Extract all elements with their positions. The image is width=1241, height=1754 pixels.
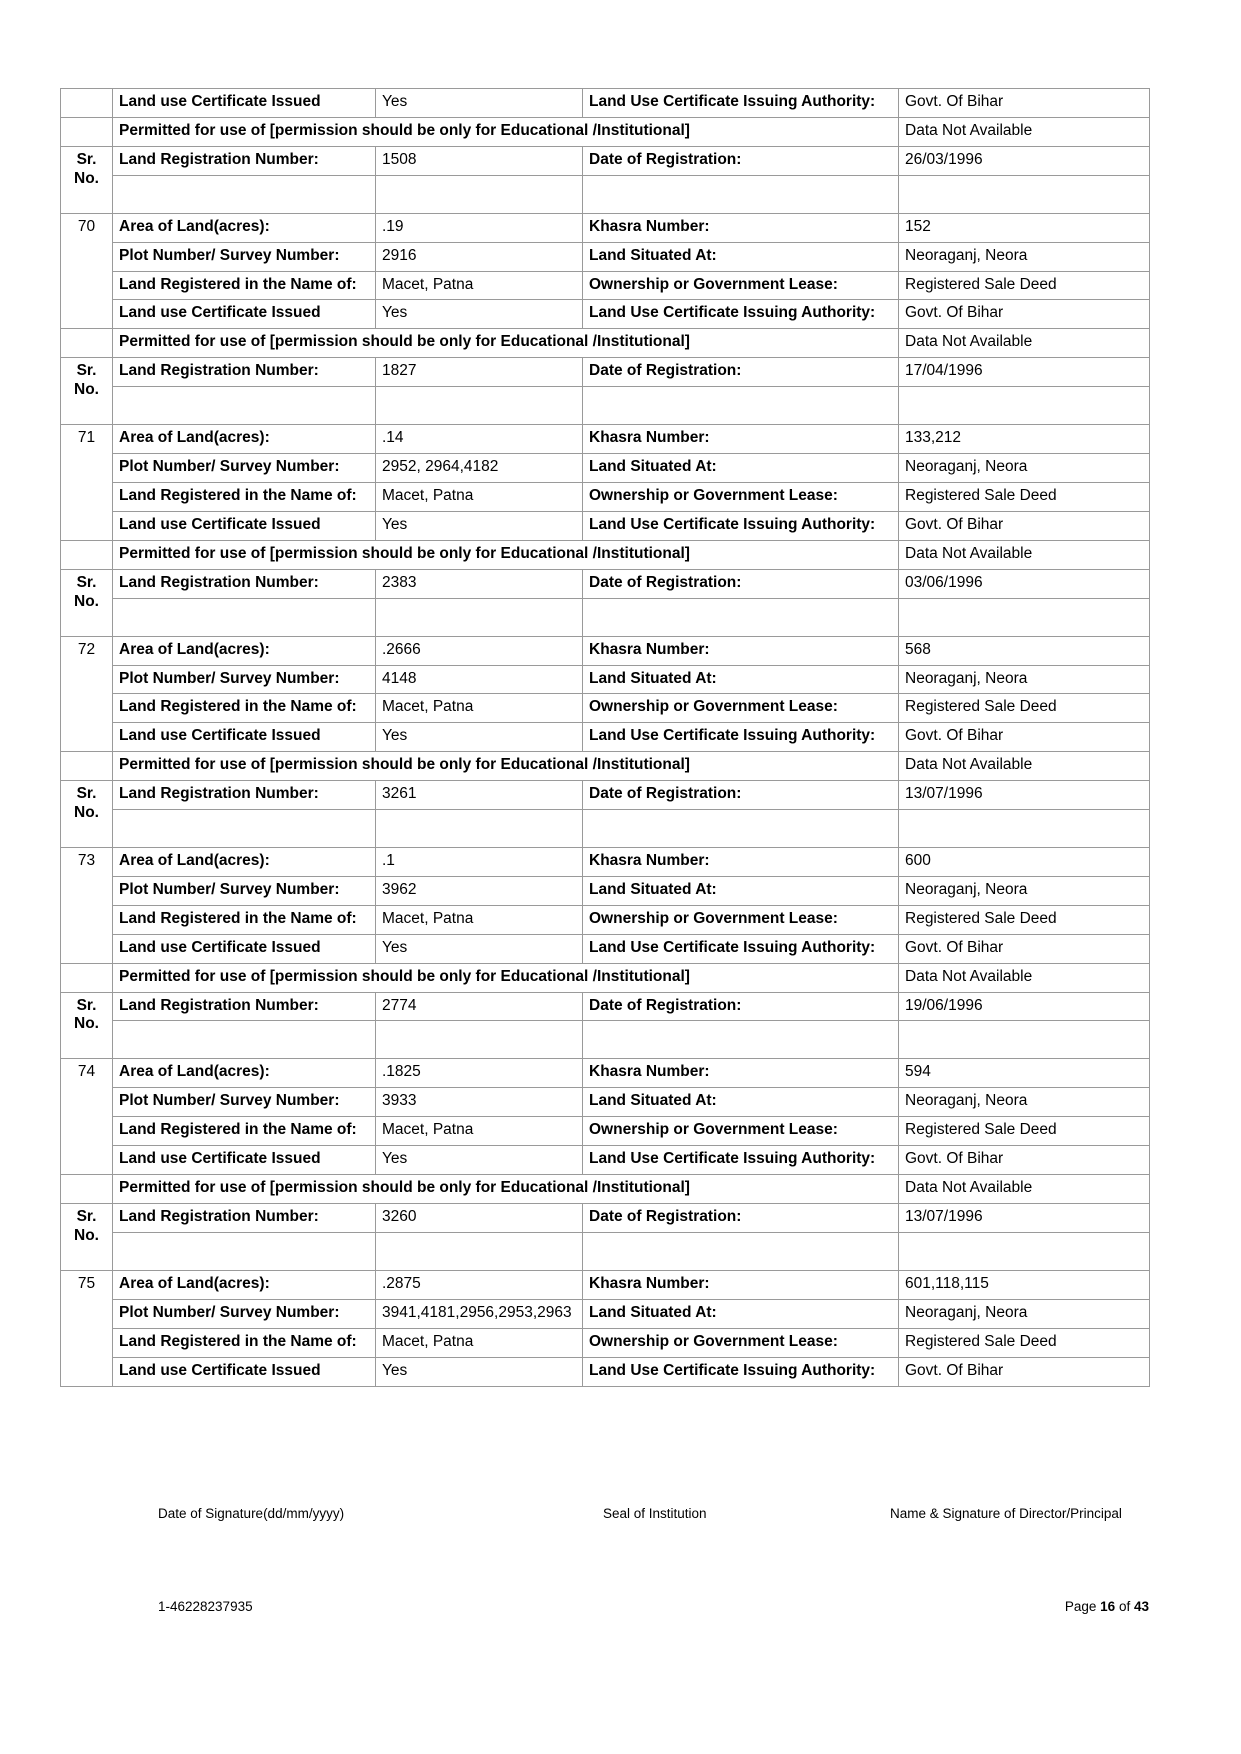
value-land-registered-name: Macet, Patna (376, 1328, 583, 1357)
land-records-body (61, 89, 1150, 1387)
label-land-registered-name: Land Registered in the Name of: (113, 1117, 376, 1146)
sr-no-value: 71 (61, 425, 113, 541)
value-permitted-for-use: Data Not Available (899, 540, 1150, 569)
seal-of-institution-label: Seal of Institution (603, 1506, 707, 1521)
label-ownership-lease: Ownership or Government Lease: (583, 694, 899, 723)
value-date-of-registration: 13/07/1996 (899, 781, 1150, 810)
sr-no-line2: No. (74, 804, 99, 822)
spacer-cell (583, 175, 899, 213)
value-date-of-registration: 19/06/1996 (899, 992, 1150, 1021)
sr-no-header-cell (61, 358, 113, 425)
spacer-cell (583, 1232, 899, 1270)
table-row-spacer (61, 598, 1150, 636)
label-plot-number: Plot Number/ Survey Number: (113, 1299, 376, 1328)
label-plot-number: Plot Number/ Survey Number: (113, 242, 376, 271)
value-land-registered-name: Macet, Patna (376, 482, 583, 511)
table-row (61, 876, 1150, 905)
value-ownership-lease: Registered Sale Deed (899, 694, 1150, 723)
value-plot-number: 2952, 2964,4182 (376, 454, 583, 483)
table-row (61, 1088, 1150, 1117)
spacer-cell (113, 1232, 376, 1270)
sr-no-header-cell (61, 1204, 113, 1271)
table-row (61, 1059, 1150, 1088)
value-land-registration-number: 2383 (376, 569, 583, 598)
value-area-of-land: .2666 (376, 636, 583, 665)
sr-no-value: 74 (61, 1059, 113, 1175)
spacer-cell (583, 810, 899, 848)
table-row (61, 117, 1150, 146)
spacer-cell (899, 387, 1150, 425)
label-land-situated-at: Land Situated At: (583, 876, 899, 905)
value-land-use-certificate-issued: Yes (376, 89, 583, 118)
value-land-registration-number: 3260 (376, 1204, 583, 1233)
value-land-situated-at: Neoraganj, Neora (899, 876, 1150, 905)
page-number (1065, 1599, 1149, 1614)
table-row-spacer (61, 175, 1150, 213)
value-khasra-number: 152 (899, 213, 1150, 242)
label-land-use-certificate-issuing-authority: Land Use Certificate Issuing Authority: (583, 934, 899, 963)
spacer-cell (113, 598, 376, 636)
label-khasra-number: Khasra Number: (583, 848, 899, 877)
label-plot-number: Plot Number/ Survey Number: (113, 876, 376, 905)
label-land-registered-name: Land Registered in the Name of: (113, 271, 376, 300)
table-row (61, 89, 1150, 118)
label-permitted-for-use: Permitted for use of [permission should be only for Educational /Institutional] (113, 963, 899, 992)
label-land-registration-number: Land Registration Number: (113, 992, 376, 1021)
label-khasra-number: Khasra Number: (583, 213, 899, 242)
label-date-of-registration: Date of Registration: (583, 358, 899, 387)
label-area-of-land: Area of Land(acres): (113, 636, 376, 665)
label-land-registration-number: Land Registration Number: (113, 1204, 376, 1233)
table-row (61, 781, 1150, 810)
label-land-registered-name: Land Registered in the Name of: (113, 1328, 376, 1357)
value-khasra-number: 601,118,115 (899, 1270, 1150, 1299)
table-row (61, 1299, 1150, 1328)
name-signature-director-label: Name & Signature of Director/Principal (890, 1506, 1122, 1521)
value-land-situated-at: Neoraganj, Neora (899, 454, 1150, 483)
spacer-cell (899, 1021, 1150, 1059)
label-land-use-certificate-issued: Land use Certificate Issued (113, 1146, 376, 1175)
label-land-use-certificate-issued: Land use Certificate Issued (113, 934, 376, 963)
label-permitted-for-use: Permitted for use of [permission should be only for Educational /Institutional] (113, 752, 899, 781)
value-area-of-land: .14 (376, 425, 583, 454)
value-land-registered-name: Macet, Patna (376, 694, 583, 723)
spacer-cell (376, 598, 583, 636)
value-land-use-certificate-issued: Yes (376, 934, 583, 963)
value-permitted-for-use: Data Not Available (899, 329, 1150, 358)
value-permitted-for-use: Data Not Available (899, 963, 1150, 992)
label-land-registration-number: Land Registration Number: (113, 781, 376, 810)
value-date-of-registration: 03/06/1996 (899, 569, 1150, 598)
label-area-of-land: Area of Land(acres): (113, 213, 376, 242)
value-land-use-certificate-issuing-authority: Govt. Of Bihar (899, 723, 1150, 752)
value-land-situated-at: Neoraganj, Neora (899, 1299, 1150, 1328)
sr-no-cell-empty (61, 1175, 113, 1204)
label-land-registration-number: Land Registration Number: (113, 146, 376, 175)
value-khasra-number: 133,212 (899, 425, 1150, 454)
spacer-cell (113, 1021, 376, 1059)
sr-no-line2: No. (74, 1015, 99, 1033)
value-land-registered-name: Macet, Patna (376, 271, 583, 300)
label-land-use-certificate-issuing-authority: Land Use Certificate Issuing Authority: (583, 1357, 899, 1386)
label-land-use-certificate-issued: Land use Certificate Issued (113, 89, 376, 118)
table-row (61, 1328, 1150, 1357)
value-land-use-certificate-issued: Yes (376, 1357, 583, 1386)
label-land-use-certificate-issuing-authority: Land Use Certificate Issuing Authority: (583, 723, 899, 752)
value-plot-number: 3962 (376, 876, 583, 905)
table-row (61, 636, 1150, 665)
table-row-spacer (61, 1232, 1150, 1270)
table-row (61, 1357, 1150, 1386)
spacer-cell (376, 810, 583, 848)
date-of-signature-label: Date of Signature(dd/mm/yyyy) (158, 1506, 345, 1521)
table-row (61, 694, 1150, 723)
value-permitted-for-use: Data Not Available (899, 752, 1150, 781)
value-date-of-registration: 26/03/1996 (899, 146, 1150, 175)
table-row (61, 934, 1150, 963)
spacer-cell (899, 598, 1150, 636)
spacer-cell (376, 175, 583, 213)
sr-no-line1: Sr. (76, 573, 97, 591)
page-prefix: Page (1064, 1599, 1101, 1614)
table-row (61, 569, 1150, 598)
table-row (61, 848, 1150, 877)
sr-no-value: 75 (61, 1270, 113, 1386)
spacer-cell (376, 387, 583, 425)
label-land-use-certificate-issued: Land use Certificate Issued (113, 511, 376, 540)
value-land-situated-at: Neoraganj, Neora (899, 1088, 1150, 1117)
label-khasra-number: Khasra Number: (583, 1270, 899, 1299)
page-total: 43 (1133, 1599, 1149, 1614)
spacer-cell (899, 1232, 1150, 1270)
value-land-registration-number: 1827 (376, 358, 583, 387)
label-date-of-registration: Date of Registration: (583, 1204, 899, 1233)
table-row (61, 511, 1150, 540)
table-row (61, 454, 1150, 483)
table-row (61, 540, 1150, 569)
table-row-spacer (61, 387, 1150, 425)
value-khasra-number: 568 (899, 636, 1150, 665)
spacer-cell (583, 598, 899, 636)
label-land-use-certificate-issuing-authority: Land Use Certificate Issuing Authority: (583, 300, 899, 329)
label-permitted-for-use: Permitted for use of [permission should be only for Educational /Institutional] (113, 329, 899, 358)
label-land-use-certificate-issued: Land use Certificate Issued (113, 723, 376, 752)
label-date-of-registration: Date of Registration: (583, 146, 899, 175)
table-row (61, 358, 1150, 387)
sr-no-value: 73 (61, 848, 113, 964)
label-date-of-registration: Date of Registration: (583, 569, 899, 598)
label-land-use-certificate-issuing-authority: Land Use Certificate Issuing Authority: (583, 1146, 899, 1175)
sr-no-header-cell (61, 569, 113, 636)
sr-no-header-cell (61, 146, 113, 213)
value-area-of-land: .1825 (376, 1059, 583, 1088)
value-land-registered-name: Macet, Patna (376, 905, 583, 934)
table-row (61, 723, 1150, 752)
value-ownership-lease: Registered Sale Deed (899, 271, 1150, 300)
value-land-use-certificate-issued: Yes (376, 723, 583, 752)
label-land-situated-at: Land Situated At: (583, 454, 899, 483)
label-land-situated-at: Land Situated At: (583, 1299, 899, 1328)
page-current: 16 (1100, 1599, 1116, 1614)
sr-no-line2: No. (74, 169, 99, 187)
value-permitted-for-use: Data Not Available (899, 117, 1150, 146)
spacer-cell (113, 175, 376, 213)
table-row (61, 665, 1150, 694)
value-khasra-number: 594 (899, 1059, 1150, 1088)
table-row (61, 300, 1150, 329)
label-land-use-certificate-issuing-authority: Land Use Certificate Issuing Authority: (583, 511, 899, 540)
value-land-situated-at: Neoraganj, Neora (899, 242, 1150, 271)
label-land-situated-at: Land Situated At: (583, 665, 899, 694)
sr-no-line1: Sr. (76, 996, 97, 1014)
table-row-spacer (61, 810, 1150, 848)
sr-no-line2: No. (74, 592, 99, 610)
value-ownership-lease: Registered Sale Deed (899, 482, 1150, 511)
table-row (61, 1146, 1150, 1175)
label-khasra-number: Khasra Number: (583, 636, 899, 665)
label-date-of-registration: Date of Registration: (583, 992, 899, 1021)
value-plot-number: 2916 (376, 242, 583, 271)
spacer-cell (113, 810, 376, 848)
value-area-of-land: .1 (376, 848, 583, 877)
value-permitted-for-use: Data Not Available (899, 1175, 1150, 1204)
label-plot-number: Plot Number/ Survey Number: (113, 1088, 376, 1117)
value-ownership-lease: Registered Sale Deed (899, 1117, 1150, 1146)
value-khasra-number: 600 (899, 848, 1150, 877)
table-row (61, 271, 1150, 300)
value-date-of-registration: 13/07/1996 (899, 1204, 1150, 1233)
label-land-registered-name: Land Registered in the Name of: (113, 482, 376, 511)
label-khasra-number: Khasra Number: (583, 1059, 899, 1088)
label-land-registration-number: Land Registration Number: (113, 569, 376, 598)
table-row (61, 992, 1150, 1021)
table-row (61, 905, 1150, 934)
spacer-cell (583, 1021, 899, 1059)
sr-no-value: 70 (61, 213, 113, 329)
spacer-cell (376, 1232, 583, 1270)
table-row (61, 146, 1150, 175)
sr-no-cell-empty (61, 117, 113, 146)
label-area-of-land: Area of Land(acres): (113, 425, 376, 454)
table-row (61, 213, 1150, 242)
spacer-cell (113, 387, 376, 425)
value-land-registration-number: 3261 (376, 781, 583, 810)
signature-row (0, 1506, 1241, 1526)
spacer-cell (899, 175, 1150, 213)
value-date-of-registration: 17/04/1996 (899, 358, 1150, 387)
label-land-use-certificate-issued: Land use Certificate Issued (113, 300, 376, 329)
table-row (61, 963, 1150, 992)
table-row (61, 752, 1150, 781)
value-area-of-land: .2875 (376, 1270, 583, 1299)
value-plot-number: 3933 (376, 1088, 583, 1117)
table-row-spacer (61, 1021, 1150, 1059)
label-area-of-land: Area of Land(acres): (113, 848, 376, 877)
sr-no-cell-empty (61, 329, 113, 358)
label-permitted-for-use: Permitted for use of [permission should be only for Educational /Institutional] (113, 117, 899, 146)
label-area-of-land: Area of Land(acres): (113, 1059, 376, 1088)
value-land-use-certificate-issued: Yes (376, 300, 583, 329)
value-land-use-certificate-issuing-authority: Govt. Of Bihar (899, 89, 1150, 118)
value-land-registration-number: 2774 (376, 992, 583, 1021)
value-ownership-lease: Registered Sale Deed (899, 1328, 1150, 1357)
value-area-of-land: .19 (376, 213, 583, 242)
value-land-use-certificate-issued: Yes (376, 511, 583, 540)
label-ownership-lease: Ownership or Government Lease: (583, 905, 899, 934)
label-ownership-lease: Ownership or Government Lease: (583, 482, 899, 511)
sr-no-cell-empty (61, 752, 113, 781)
value-land-use-certificate-issuing-authority: Govt. Of Bihar (899, 934, 1150, 963)
label-land-registered-name: Land Registered in the Name of: (113, 694, 376, 723)
label-ownership-lease: Ownership or Government Lease: (583, 1328, 899, 1357)
land-records-table (60, 88, 1150, 1387)
sr-no-line1: Sr. (76, 362, 97, 380)
value-land-use-certificate-issuing-authority: Govt. Of Bihar (899, 1357, 1150, 1386)
footer-id-row (0, 1599, 1241, 1619)
sr-no-value: 72 (61, 636, 113, 752)
sr-no-cell-empty (61, 963, 113, 992)
sr-no-line2: No. (74, 381, 99, 399)
value-land-registered-name: Macet, Patna (376, 1117, 583, 1146)
sr-no-line1: Sr. (76, 785, 97, 803)
label-permitted-for-use: Permitted for use of [permission should be only for Educational /Institutional] (113, 1175, 899, 1204)
sr-no-line2: No. (74, 1226, 99, 1244)
label-land-situated-at: Land Situated At: (583, 1088, 899, 1117)
spacer-cell (899, 810, 1150, 848)
table-row (61, 482, 1150, 511)
label-area-of-land: Area of Land(acres): (113, 1270, 376, 1299)
label-date-of-registration: Date of Registration: (583, 781, 899, 810)
label-ownership-lease: Ownership or Government Lease: (583, 271, 899, 300)
value-ownership-lease: Registered Sale Deed (899, 905, 1150, 934)
label-khasra-number: Khasra Number: (583, 425, 899, 454)
sr-no-cell-empty (61, 540, 113, 569)
table-row (61, 425, 1150, 454)
value-land-registration-number: 1508 (376, 146, 583, 175)
sr-no-cell-empty (61, 89, 113, 118)
table-row (61, 1175, 1150, 1204)
label-land-use-certificate-issuing-authority: Land Use Certificate Issuing Authority: (583, 89, 899, 118)
label-ownership-lease: Ownership or Government Lease: (583, 1117, 899, 1146)
label-land-situated-at: Land Situated At: (583, 242, 899, 271)
value-land-use-certificate-issuing-authority: Govt. Of Bihar (899, 300, 1150, 329)
sr-no-header-cell (61, 992, 113, 1059)
sr-no-line1: Sr. (76, 1208, 97, 1225)
table-row (61, 1270, 1150, 1299)
value-land-situated-at: Neoraganj, Neora (899, 665, 1150, 694)
spacer-cell (376, 1021, 583, 1059)
value-land-use-certificate-issued: Yes (376, 1146, 583, 1175)
label-land-registered-name: Land Registered in the Name of: (113, 905, 376, 934)
table-row (61, 1204, 1150, 1233)
table-row (61, 242, 1150, 271)
label-plot-number: Plot Number/ Survey Number: (113, 454, 376, 483)
label-permitted-for-use: Permitted for use of [permission should be only for Educational /Institutional] (113, 540, 899, 569)
value-plot-number: 3941,4181,2956,2953,2963 (376, 1299, 583, 1328)
sr-no-header-cell (61, 781, 113, 848)
document-id: 1-46228237935 (158, 1599, 253, 1614)
spacer-cell (583, 387, 899, 425)
value-plot-number: 4148 (376, 665, 583, 694)
sr-no-line1: Sr. (76, 150, 97, 168)
value-land-use-certificate-issuing-authority: Govt. Of Bihar (899, 511, 1150, 540)
value-land-use-certificate-issuing-authority: Govt. Of Bihar (899, 1146, 1150, 1175)
table-row (61, 1117, 1150, 1146)
table-row (61, 329, 1150, 358)
label-land-registration-number: Land Registration Number: (113, 358, 376, 387)
label-land-use-certificate-issued: Land use Certificate Issued (113, 1357, 376, 1386)
label-plot-number: Plot Number/ Survey Number: (113, 665, 376, 694)
page-of: of (1115, 1599, 1134, 1614)
